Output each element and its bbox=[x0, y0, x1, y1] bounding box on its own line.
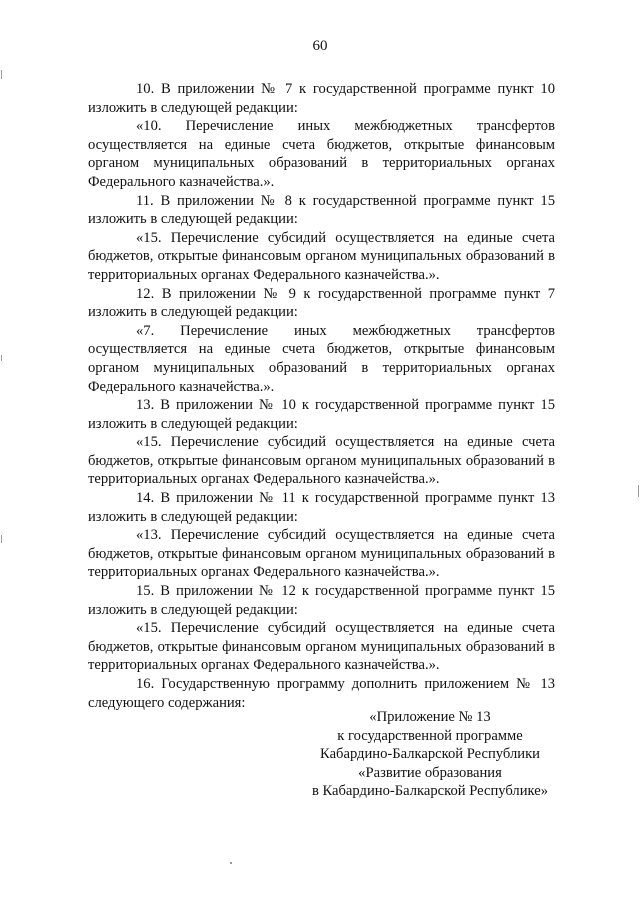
scan-edge-mark bbox=[1, 535, 2, 543]
appendix-line: к государственной программе bbox=[337, 727, 523, 744]
paragraph-item-13: 13. В приложении № 10 к государственной программе пункт 15 изложить в следующей редакции: bbox=[88, 397, 555, 432]
scan-edge-mark bbox=[1, 70, 2, 79]
paragraph-quote-12: «7. Перечисление иных межбюджетных трансфертов осуществляется на единые счета бюджетов, открытые финансовым органом муниципальных образований в территориальных органах Федерального казначейства.». bbox=[88, 322, 555, 395]
appendix-line: Кабардино-Балкарской Республики bbox=[320, 746, 540, 763]
scan-dot-mark bbox=[230, 862, 232, 864]
paragraph-item-14: 14. В приложении № 11 к государственной программе пункт 13 изложить в следующей редакции: bbox=[88, 490, 555, 525]
page-number: 60 bbox=[312, 38, 328, 54]
paragraph-item-10: 10. В приложении № 7 к государственной программе пункт 10 изложить в следующей редакции: bbox=[88, 81, 555, 116]
appendix-line: «Приложение № 13 bbox=[369, 709, 491, 725]
document-body bbox=[88, 80, 555, 712]
paragraph-item-12: 12. В приложении № 9 к государственной программе пункт 7 изложить в следующей редакции: bbox=[88, 285, 555, 321]
paragraph-item-16: 16. Государственную программу дополнить приложением № 13 следующего содержания: bbox=[88, 676, 555, 711]
appendix-line: в Кабардино-Балкарской Республике» bbox=[311, 783, 549, 800]
paragraph-quote-10: «10. Перечисление иных межбюджетных трансфертов осуществляется на единые счета бюджетов, открытые финансовым органом муниципальных образований в территориальных органах Федерального казначейства.». bbox=[88, 118, 555, 190]
paragraph-quote-15: «15. Перечисление субсидий осуществляется на единые счета бюджетов, открытые финансовым органом муниципальных образований в территориальных органах Федерального казначейства.». bbox=[88, 620, 555, 674]
paragraph-quote-13: «15. Перечисление субсидий осуществляется на единые счета бюджетов, открытые финансовым органом муниципальных образований в территориальных органах Федерального казначейства.». bbox=[88, 434, 555, 488]
appendix-heading bbox=[300, 708, 560, 801]
scan-edge-mark bbox=[1, 355, 2, 361]
paragraph-quote-14: «13. Перечисление субсидий осуществляется на единые счета бюджетов, открытые финансовым органом муниципальных образований в территориальных органах Федерального казначейства.». bbox=[88, 527, 555, 581]
appendix-line: «Развитие образования bbox=[358, 764, 502, 781]
paragraph-item-15: 15. В приложении № 12 к государственной программе пункт 15 изложить в следующей редакции: bbox=[88, 583, 555, 618]
paragraph-item-11: 11. В приложении № 8 к государственной программе пункт 15 изложить в следующей редакции: bbox=[88, 192, 555, 228]
scan-edge-mark bbox=[638, 485, 639, 497]
paragraph-quote-11: «15. Перечисление субсидий осуществляется на единые счета бюджетов, открытые финансовым органом муниципальных образований в территориальных органах Федерального казначейства.». bbox=[88, 229, 555, 283]
